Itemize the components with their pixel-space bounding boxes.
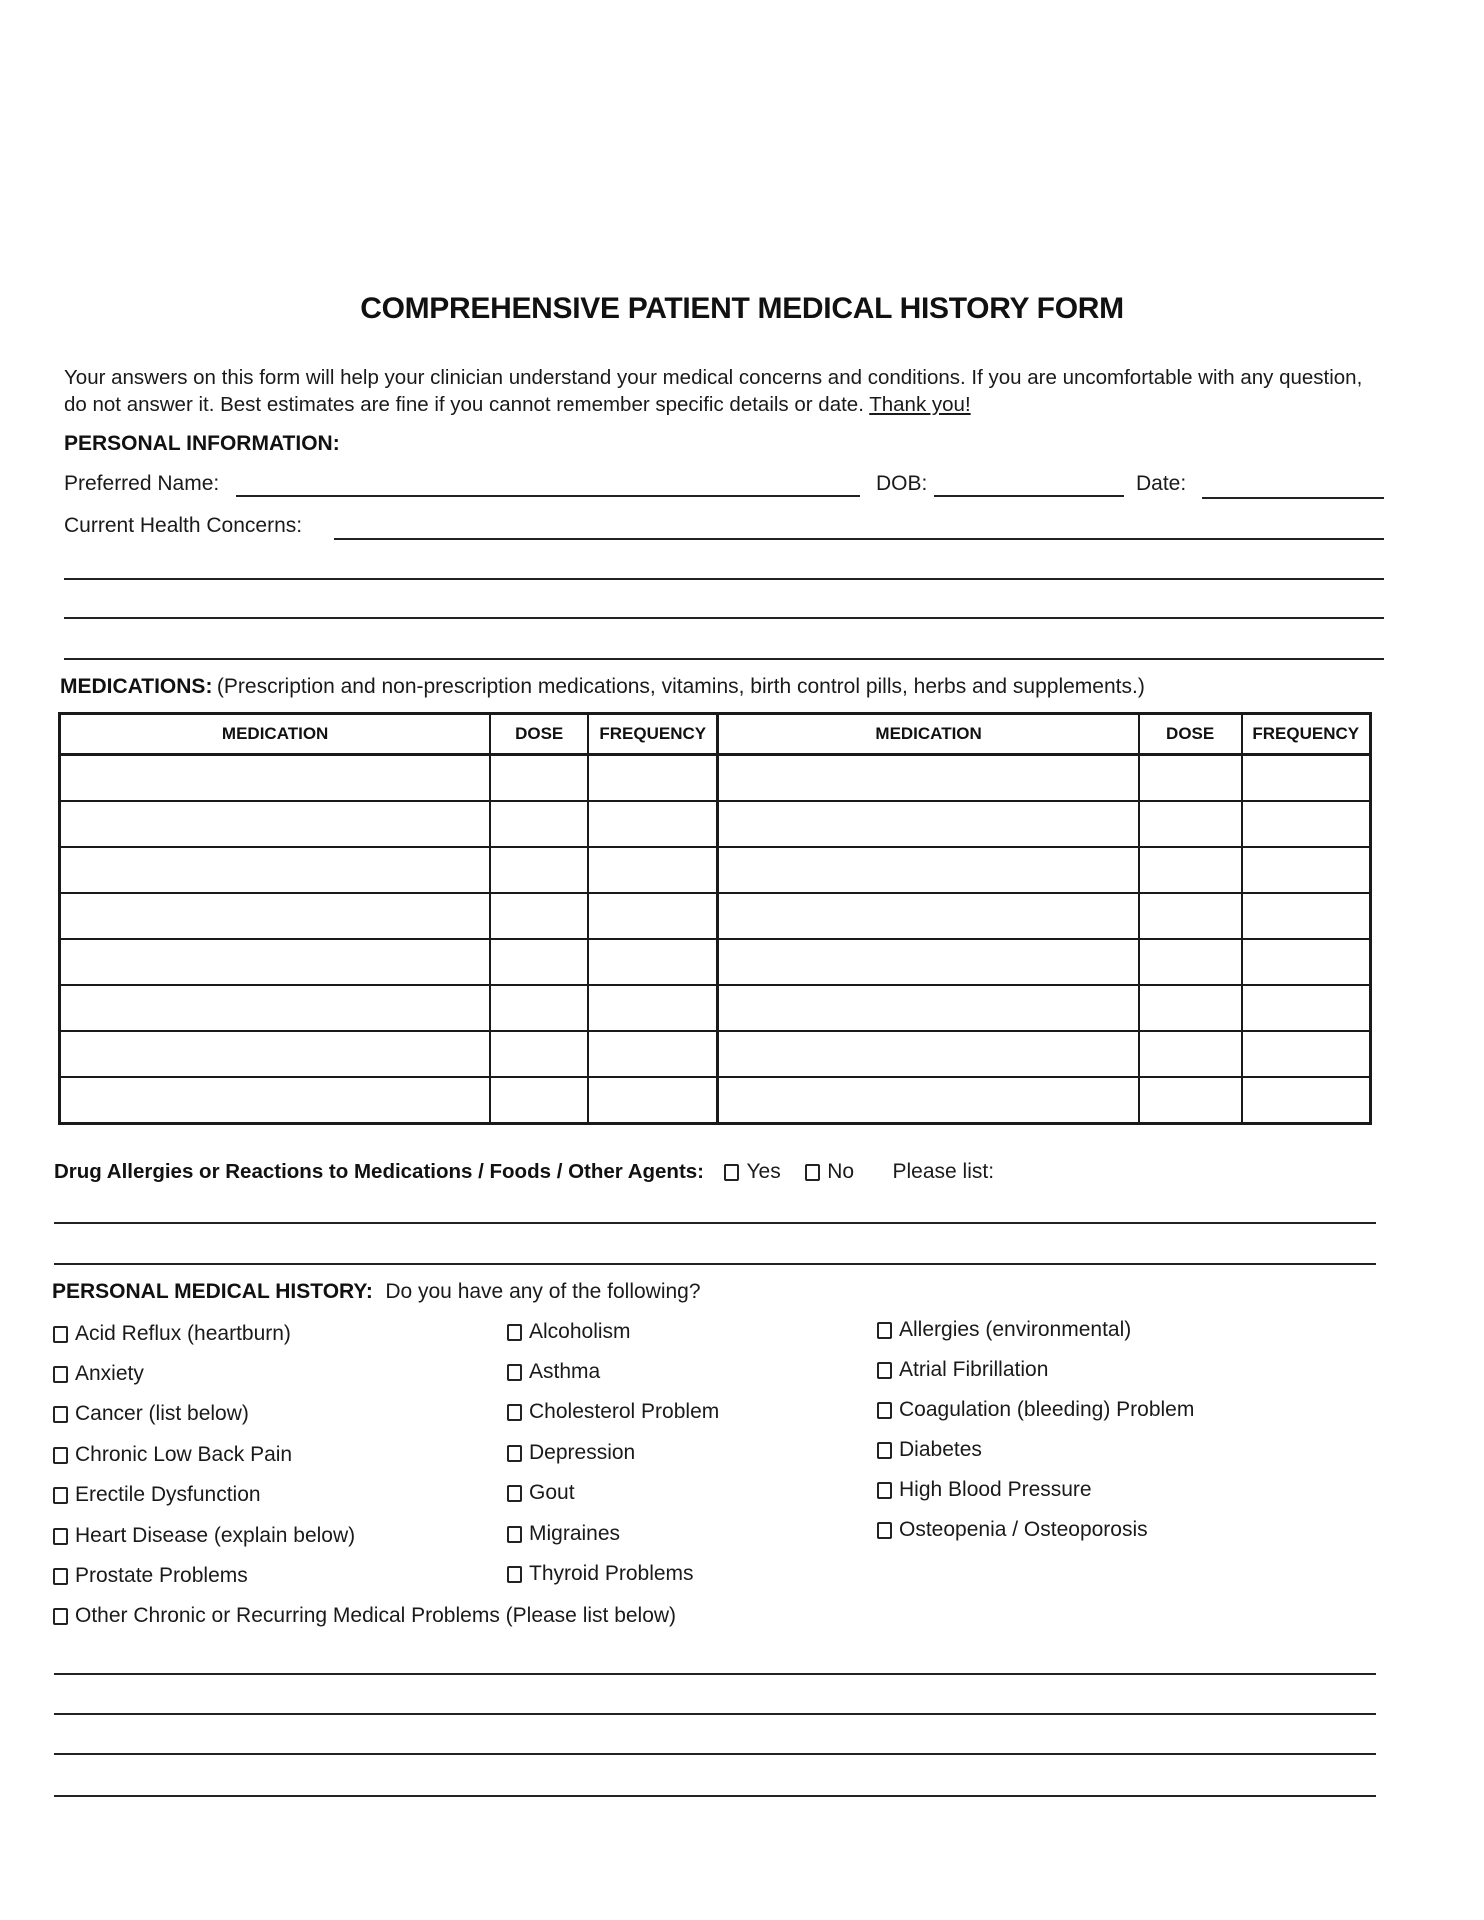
medication-cell[interactable] [718, 1031, 1139, 1077]
date-field[interactable] [1202, 497, 1384, 499]
condition-thyroid-problems[interactable] [507, 1562, 694, 1586]
condition-label: Erectile Dysfunction [75, 1483, 261, 1506]
table-row [60, 1031, 1371, 1077]
checkbox-icon[interactable] [877, 1482, 892, 1499]
condition-label: High Blood Pressure [899, 1478, 1092, 1501]
form-title: COMPREHENSIVE PATIENT MEDICAL HISTORY FORM [360, 292, 1124, 325]
medications-heading: MEDICATIONS: [60, 675, 213, 698]
condition-label: Depression [529, 1441, 636, 1464]
medication-cell[interactable] [718, 1077, 1139, 1124]
frequency-cell[interactable] [588, 801, 718, 847]
table-row [60, 801, 1371, 847]
other-problems-line-1[interactable] [54, 1673, 1376, 1675]
other-problems-line-4[interactable] [54, 1795, 1376, 1797]
health-concerns-line-4[interactable] [64, 658, 1384, 660]
condition-label: Chronic Low Back Pain [75, 1443, 293, 1466]
checkbox-icon[interactable] [53, 1528, 68, 1545]
checkbox-icon[interactable] [53, 1366, 68, 1383]
condition-label: Osteopenia / Osteoporosis [899, 1518, 1148, 1541]
condition-prostate-problems[interactable] [53, 1564, 248, 1588]
condition-alcoholism[interactable] [507, 1320, 631, 1344]
condition-acid-reflux[interactable] [53, 1322, 291, 1346]
condition-atrial-fibrillation[interactable] [877, 1358, 1048, 1382]
personal-information-heading: PERSONAL INFORMATION: [64, 432, 340, 455]
frequency-cell[interactable] [1242, 939, 1371, 985]
condition-high-blood-pressure[interactable] [877, 1478, 1092, 1502]
no-label: No [827, 1160, 855, 1183]
frequency-cell[interactable] [588, 1077, 718, 1124]
frequency-cell[interactable] [588, 939, 718, 985]
checkbox-icon[interactable] [507, 1324, 522, 1341]
condition-chronic-low-back-pain[interactable] [53, 1443, 292, 1467]
medications-header [60, 675, 1145, 699]
dose-cell[interactable] [490, 939, 588, 985]
table-row [60, 755, 1371, 802]
table-row [60, 893, 1371, 939]
thank-you-text: Thank you! [869, 393, 971, 416]
condition-label: Cholesterol Problem [529, 1400, 720, 1423]
medication-cell[interactable] [718, 755, 1139, 802]
medication-cell[interactable] [718, 985, 1139, 1031]
condition-label: Migraines [529, 1522, 621, 1545]
intro-text: Your answers on this form will help your clinician understand your medical concerns and conditions. If you are uncomfortable with any question, do not answer it. Best estimates are fine if you cannot remember specific details or date. [64, 366, 1363, 416]
other-problems-line-3[interactable] [54, 1753, 1376, 1755]
dose-cell[interactable] [1139, 1077, 1242, 1124]
preferred-name-label: Preferred Name: [64, 472, 220, 495]
dob-label: DOB: [876, 472, 928, 495]
condition-label: Asthma [529, 1360, 601, 1383]
checkbox-icon[interactable] [53, 1487, 68, 1504]
checkbox-icon[interactable] [877, 1522, 892, 1539]
dose-cell[interactable] [1139, 985, 1242, 1031]
checkbox-icon[interactable] [507, 1566, 522, 1583]
frequency-cell[interactable] [1242, 847, 1371, 893]
condition-label: Other Chronic or Recurring Medical Problems (Please list below) [75, 1604, 677, 1627]
medication-cell[interactable] [60, 1031, 491, 1077]
frequency-cell[interactable] [1242, 755, 1371, 802]
dose-cell[interactable] [490, 801, 588, 847]
medication-cell[interactable] [60, 985, 491, 1031]
allergies-line-2[interactable] [54, 1263, 1376, 1265]
dose-cell[interactable] [490, 985, 588, 1031]
dose-cell[interactable] [1139, 847, 1242, 893]
medication-cell[interactable] [60, 755, 491, 802]
column-header-medication: MEDICATION [60, 714, 491, 755]
frequency-cell[interactable] [588, 847, 718, 893]
checkbox-icon[interactable] [507, 1445, 522, 1462]
medication-cell[interactable] [60, 1077, 491, 1124]
frequency-cell[interactable] [1242, 1031, 1371, 1077]
condition-label: Cancer (list below) [75, 1402, 249, 1425]
column-header-medication-2: MEDICATION [718, 714, 1139, 755]
condition-label: Allergies (environmental) [899, 1318, 1132, 1341]
checkbox-icon[interactable] [507, 1526, 522, 1543]
dose-cell[interactable] [490, 755, 588, 802]
medication-cell[interactable] [718, 939, 1139, 985]
condition-depression[interactable] [507, 1441, 635, 1465]
checkbox-icon[interactable] [877, 1442, 892, 1459]
condition-label: Thyroid Problems [529, 1562, 694, 1585]
allergies-no-option[interactable] [805, 1160, 854, 1183]
dose-cell[interactable] [490, 1077, 588, 1124]
frequency-cell[interactable] [1242, 801, 1371, 847]
frequency-cell[interactable] [588, 1031, 718, 1077]
medication-cell[interactable] [718, 847, 1139, 893]
condition-label: Gout [529, 1481, 575, 1504]
frequency-cell[interactable] [1242, 1077, 1371, 1124]
yes-label: Yes [746, 1160, 781, 1183]
table-row [60, 847, 1371, 893]
intro-paragraph [64, 364, 1384, 418]
column-header-frequency: FREQUENCY [588, 714, 718, 755]
checkbox-icon[interactable] [877, 1402, 892, 1419]
condition-label: Heart Disease (explain below) [75, 1524, 356, 1547]
health-concerns-field[interactable] [334, 538, 1384, 540]
checkbox-icon[interactable] [507, 1485, 522, 1502]
medication-cell[interactable] [60, 939, 491, 985]
condition-label: Atrial Fibrillation [899, 1358, 1049, 1381]
dose-cell[interactable] [1139, 755, 1242, 802]
column-header-frequency-2: FREQUENCY [1242, 714, 1371, 755]
column-header-dose: DOSE [490, 714, 588, 755]
allergies-label: Drug Allergies or Reactions to Medications / Foods / Other Agents: [54, 1160, 705, 1183]
condition-other-chronic[interactable] [53, 1604, 676, 1628]
condition-cholesterol-problem[interactable] [507, 1400, 719, 1424]
dose-cell[interactable] [490, 893, 588, 939]
medication-cell[interactable] [60, 847, 491, 893]
condition-anxiety[interactable] [53, 1362, 144, 1386]
condition-label: Diabetes [899, 1438, 982, 1461]
frequency-cell[interactable] [588, 893, 718, 939]
condition-coagulation-problem[interactable] [877, 1398, 1194, 1422]
medical-history-heading: PERSONAL MEDICAL HISTORY: [52, 1280, 373, 1303]
please-list-label: Please list: [892, 1160, 995, 1183]
medical-history-question: Do you have any of the following? [385, 1280, 701, 1303]
health-concerns-label: Current Health Concerns: [64, 514, 303, 537]
condition-label: Anxiety [75, 1362, 144, 1385]
checkbox-icon[interactable] [53, 1406, 68, 1423]
table-header-row [60, 714, 1371, 755]
frequency-cell[interactable] [1242, 985, 1371, 1031]
condition-migraines[interactable] [507, 1522, 620, 1546]
table-row [60, 1077, 1371, 1124]
condition-heart-disease[interactable] [53, 1524, 355, 1548]
table-row [60, 985, 1371, 1031]
health-concerns-line-3[interactable] [64, 617, 1384, 619]
dose-cell[interactable] [1139, 1031, 1242, 1077]
allergies-yes-option[interactable] [724, 1160, 780, 1183]
condition-allergies-environmental[interactable] [877, 1318, 1131, 1342]
medication-cell[interactable] [718, 801, 1139, 847]
condition-diabetes[interactable] [877, 1438, 982, 1462]
condition-label: Acid Reflux (heartburn) [75, 1322, 291, 1345]
condition-osteopenia-osteoporosis[interactable] [877, 1518, 1148, 1542]
checkbox-icon[interactable] [53, 1326, 68, 1343]
condition-asthma[interactable] [507, 1360, 600, 1384]
dob-field[interactable] [934, 495, 1124, 497]
checkbox-icon[interactable] [877, 1322, 892, 1339]
medical-history-header [52, 1280, 701, 1304]
table-row [60, 939, 1371, 985]
dose-cell[interactable] [1139, 939, 1242, 985]
checkbox-icon[interactable] [53, 1447, 68, 1464]
health-concerns-line-2[interactable] [64, 578, 1384, 580]
frequency-cell[interactable] [1242, 893, 1371, 939]
dose-cell[interactable] [1139, 893, 1242, 939]
allergies-line-1[interactable] [54, 1222, 1376, 1224]
dose-cell[interactable] [490, 847, 588, 893]
medications-subheading: (Prescription and non-prescription medications, vitamins, birth control pills, herbs and supplements.) [216, 675, 1145, 698]
checkbox-icon[interactable] [507, 1364, 522, 1381]
condition-erectile-dysfunction[interactable] [53, 1483, 261, 1507]
medication-cell[interactable] [718, 893, 1139, 939]
column-header-dose-2: DOSE [1139, 714, 1242, 755]
condition-label: Coagulation (bleeding) Problem [899, 1398, 1195, 1421]
condition-cancer[interactable] [53, 1402, 249, 1426]
medication-cell[interactable] [60, 801, 491, 847]
condition-label: Prostate Problems [75, 1564, 248, 1587]
frequency-cell[interactable] [588, 755, 718, 802]
condition-label: Alcoholism [529, 1320, 631, 1343]
checkbox-icon[interactable] [507, 1404, 522, 1421]
medications-table [58, 712, 1372, 1125]
preferred-name-field[interactable] [236, 495, 860, 497]
medication-cell[interactable] [60, 893, 491, 939]
other-problems-line-2[interactable] [54, 1713, 1376, 1715]
dose-cell[interactable] [490, 1031, 588, 1077]
checkbox-icon[interactable] [53, 1568, 68, 1585]
frequency-cell[interactable] [588, 985, 718, 1031]
allergies-row [54, 1160, 994, 1184]
dose-cell[interactable] [1139, 801, 1242, 847]
checkbox-icon[interactable] [53, 1608, 68, 1625]
checkbox-icon[interactable] [877, 1362, 892, 1379]
condition-gout[interactable] [507, 1481, 575, 1505]
checkbox-icon[interactable] [805, 1164, 820, 1181]
date-label: Date: [1136, 472, 1187, 495]
checkbox-icon[interactable] [724, 1164, 739, 1181]
